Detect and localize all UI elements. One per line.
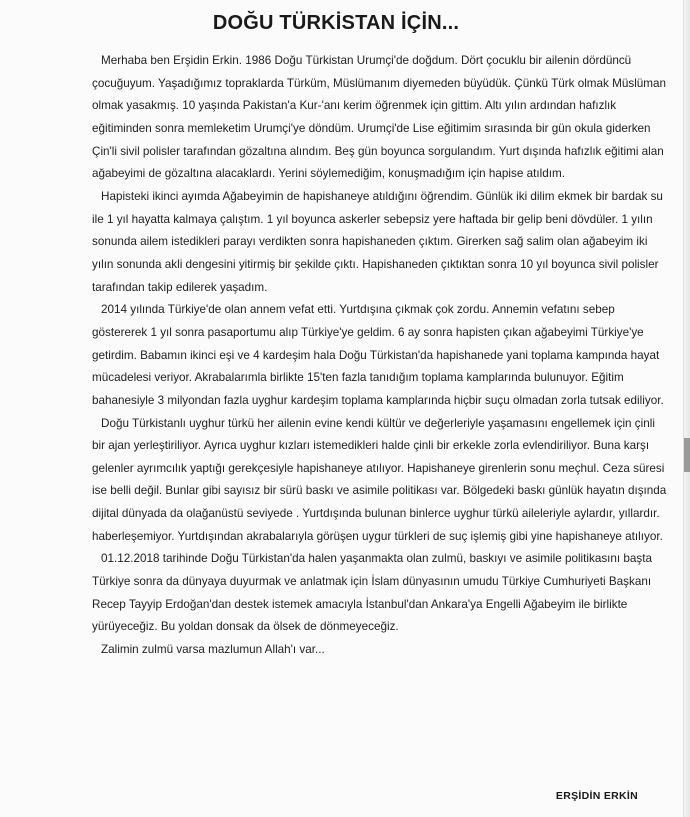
paragraph-prison: Hapisteki ikinci ayımda Ağabeyimin de hapishaneye atıldığını öğrendim. Günlük iki dilim ekmek bir bardak su ile 1 yıl hayatta kalmaya çalıştım. 1 yıl boyunca askerler sebepsiz yere haftada bir gelip beni dövdüler. 1 yılın sonunda ailem istedikleri parayı verdikten sonra hapishaneden çıktım. Girerken sağ salim olan ağabeyim iki yılın sonunda akli dengesini yitirmiş bir şekilde çıktı. Hapishaneden çıktıktan sonra 10 yıl boyunca sivil polisler tarafından takip edilerek yaşadım. <box>92 189 663 294</box>
scrollbar-thumb[interactable] <box>684 438 690 472</box>
paragraph-march: 01.12.2018 tarihinde Doğu Türkistan'da halen yaşanmakta olan zulmü, baskıyı ve asimile politikasını başta Türkiye sonra da dünyaya duyurmak ve anlatmak için İslam dünyasının umudu Türkiye Cumhuriyeti Başkanı Recep Tayyip Erdoğan'dan destek istemek amacıyla İstanbul'dan Ankara'ya Engelli Ağabeyim ile birlikte yürüyeceğiz. Bu yoldan donsak da ölsek de dönmeyeceğiz. <box>92 552 652 634</box>
document-body <box>92 50 670 662</box>
paragraph-turkey: 2014 yılında Türkiye'de olan annem vefat etti. Yurtdışına çıkmak çok zordu. Annemin vefatını sebep göstererek 1 yıl sonra pasaportumu alıp Türkiye'ye geldim. 6 ay sonra hapisten çıkan ağabeyimi Türkiye'ye getirdim. Babamın ikinci eşi ve 4 kardeşim hala Doğu Türkistan'da hapishanede yani toplama kampında hayat mücadelesi veriyor. Akrabalarımla birlikte 15'ten fazla tanıdığım toplama kamplarında bulunuyor. Eğitim bahanesiyle 3 milyondan fazla uyghur kardeşim toplama kamplarında hiçbir suçu olmadan zorla tutsak ediliyor. <box>92 303 664 407</box>
signature: ERŞİDİN ERKİN <box>555 790 638 802</box>
scrollbar-track[interactable] <box>683 0 690 817</box>
document-title: DOĞU TÜRKİSTAN İÇİN... <box>212 12 460 34</box>
paragraph-intro: Merhaba ben Erşidin Erkin. 1986 Doğu Türkistan Urumçi'de doğdum. Dört çocuklu bir ailenin dördüncü çocuğuyum. Yaşadığımız topraklarda Türküm, Müslümanım diyemeden büyüdük. Çünkü Türk olmak Müslüman olmak yasakmış. 10 yaşında Pakistan'a Kur-'anı kerim öğrenmek için gittim. Altı yılın ardından hafızlık eğitiminden sonra memleketim Urumçi'ye döndüm. Urumçi'de Lise eğitimim sırasında bir gün okula giderken Çin'li sivil polisler tarafından gözaltına alındım. Beş gün boyunca sorgulandım. Yurt dışında hafızlık eğitimi alan ağabeyimi de gözaltına alacaklardı. Yerini söylemediğim, konuşmadığım için hapise atıldım. <box>92 54 667 181</box>
paragraph-closing: Zalimin zulmü varsa mazlumun Allah'ı var... <box>101 643 325 657</box>
paragraph-assimilation: Doğu Türkistanlı uyghur türkü her ailenin evine kendi kültür ve değerleriyle yaşamasını engellemek için çinli bir ajan yerleştiriliyor. Ayrıca uyghur kızları istemedikleri halde çinli bir erkekle zorla evlendiriliyor. Buna karşı gelenler ayrımcılık yaptığı gerekçesiyle hapishaneye atılıyor. Hapishaneye girenlerin sonu meçhul. Ceza süresi ise belli değil. Bunlar gibi sayısız bir sürü baskı ve asimile politikası var. Bölgedeki baskı günlük hayatın dışında dijital dünyada da olağanüstü seviyede . Yurtdışında bulunan binlerce uyghur türkü aileleriyle aylardır, yıllardır. haberleşemiyor. Yurtdışından akrabalarıyla görüşen uygur türkleri de suç işlemiş gibi yine hapishaneye atılıyor. <box>92 416 667 543</box>
